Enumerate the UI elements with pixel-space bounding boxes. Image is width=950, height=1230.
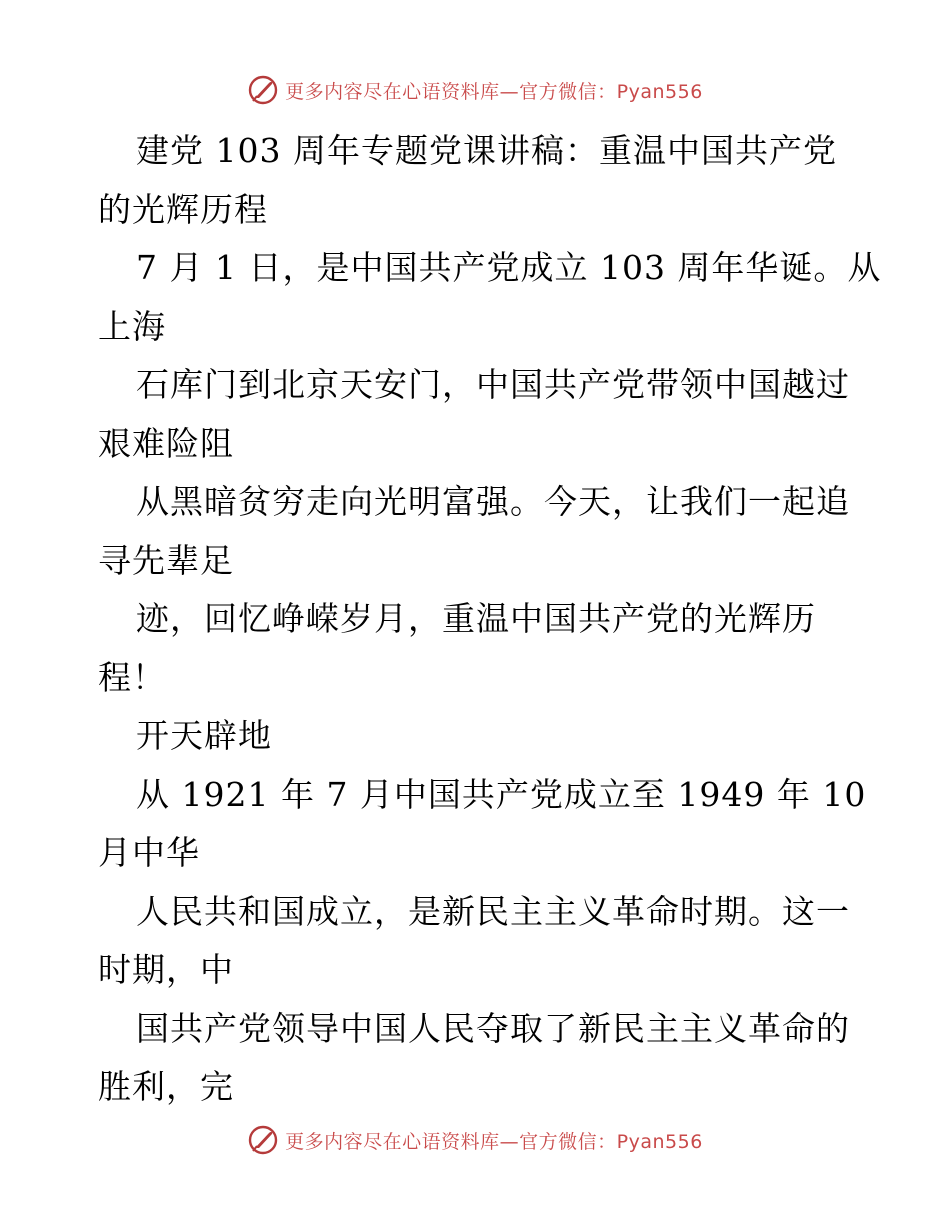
text-line: 人民共和国成立，是新民主主义革命时期。这一 [136,891,850,931]
header-banner [0,70,950,110]
text-line: 7 月 1 日，是中国共产党成立 103 周年华诞。从 [136,248,882,287]
text-line: 月中华 [98,833,200,872]
footer-banner-text: 更多内容尽在心语资料库—官方微信：Pyan556 [285,1130,703,1153]
text-line: 建党 103 周年专题党课讲稿：重温中国共产党 [136,131,837,170]
text-line: 艰难险阻 [98,423,234,463]
text-line: 上海 [98,306,166,346]
text-line: 从 1921 年 7 月中国共产党成立至 1949 年 10 [136,774,867,814]
text-line: 开天辟地 [136,716,272,755]
text-line: 寻先辈足 [98,540,234,580]
text-line: 程！ [98,657,166,697]
header-banner-text: 更多内容尽在心语资料库—官方微信：Pyan556 [285,80,703,103]
document-body [98,122,882,1117]
text-line: 时期，中 [98,950,234,989]
quill-circle-logo-icon [247,74,279,106]
footer-banner [0,1120,950,1160]
quill-circle-logo-icon [247,1124,279,1156]
text-line: 的光辉历程 [98,189,268,229]
text-line: 国共产党领导中国人民夺取了新民主主义革命的 [136,1008,850,1048]
text-line: 石库门到北京天安门，中国共产党带领中国越过 [136,365,850,404]
text-line: 从黑暗贫穷走向光明富强。今天，让我们一起追 [136,482,850,521]
text-line: 迹，回忆峥嵘岁月，重温中国共产党的光辉历 [136,599,816,638]
text-line: 胜利，完 [98,1067,234,1106]
